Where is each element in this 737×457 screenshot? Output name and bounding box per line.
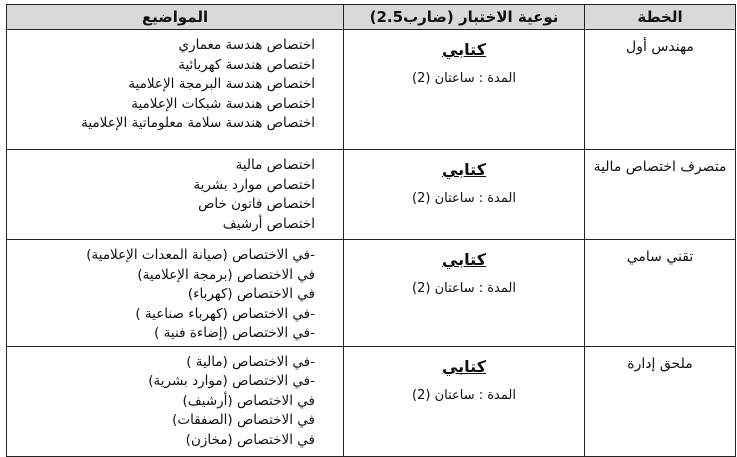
table-row xyxy=(7,30,736,150)
exam-type-label: كتابي xyxy=(441,40,487,59)
plan-cell: تقني سامي xyxy=(585,240,736,347)
subject-item: في الاختصاص (برمجة الإعلامية) xyxy=(137,266,315,283)
exam-plan-table xyxy=(6,4,736,457)
subject-item: اختصاص هندسة كهربائية xyxy=(178,56,315,73)
subjects-cell xyxy=(7,240,344,347)
table-header-row xyxy=(7,5,736,30)
header-plan: الخطة xyxy=(585,5,736,30)
subject-item: -في الاختصاص (صيانة المعدات الإعلامية) xyxy=(86,247,315,263)
exam-duration: المدة : ساعتان (2) xyxy=(412,191,516,206)
subject-item: في الاختصاص (كهرباء) xyxy=(187,286,315,302)
exam-type-label: كتابي xyxy=(441,160,487,179)
exam-duration: المدة : ساعتان (2) xyxy=(412,71,516,86)
subjects-cell xyxy=(7,150,344,240)
subject-item: اختصاص أرشيف xyxy=(222,215,315,232)
plan-cell: مهندس أول xyxy=(585,30,736,150)
exam-type-cell xyxy=(344,30,585,150)
subject-item: -في الاختصاص (إضاءة فنية ) xyxy=(154,325,315,341)
exam-duration: المدة : ساعتان (2) xyxy=(412,281,516,296)
plan-cell: متصرف اختصاص مالية xyxy=(585,150,736,240)
header-subjects: المواضيع xyxy=(7,5,344,30)
table-row xyxy=(7,150,736,240)
exam-type-label: كتابي xyxy=(441,250,487,269)
subject-item: اختصاص مالية xyxy=(235,157,315,173)
subject-item: في الاختصاص (الصفقات) xyxy=(172,412,315,428)
table-row xyxy=(7,346,736,456)
exam-type-cell xyxy=(344,346,585,456)
subjects-cell xyxy=(7,30,344,150)
exam-duration: المدة : ساعتان (2) xyxy=(412,387,516,403)
subject-item: -في الاختصاص (موارد بشرية) xyxy=(148,373,315,389)
subject-item: -في الاختصاص (مالية ) xyxy=(186,353,315,370)
exam-type-cell xyxy=(344,150,585,240)
subject-item: في الاختصاص (مخازن) xyxy=(185,431,315,448)
subject-item: في الاختصاص (أرشيف) xyxy=(182,392,315,409)
exam-type-label: كتابي xyxy=(441,356,487,376)
subject-item: اختصاص فاتون خاص xyxy=(198,196,315,212)
subject-item: اختصاص موارد بشرية xyxy=(193,176,315,193)
subject-item: اختصاص هندسة سلامة معلوماتية الإعلامية xyxy=(81,115,315,131)
subject-item: اختصاص هندسة البرمجة الإعلامية xyxy=(128,76,315,92)
subject-item: اختصاص هندسة شبكات الإعلامية xyxy=(131,95,315,112)
subject-item: -في الاختصاص (كهرباء صناعية ) xyxy=(135,305,315,322)
subjects-cell xyxy=(7,346,344,456)
header-exam-type: نوعية الاختبار (ضارب2.5) xyxy=(344,5,585,30)
subject-item: اختصاص هندسة معماري xyxy=(178,37,315,53)
table-row xyxy=(7,240,736,347)
plan-cell: ملحق إدارة xyxy=(585,346,736,456)
exam-type-cell xyxy=(344,240,585,347)
